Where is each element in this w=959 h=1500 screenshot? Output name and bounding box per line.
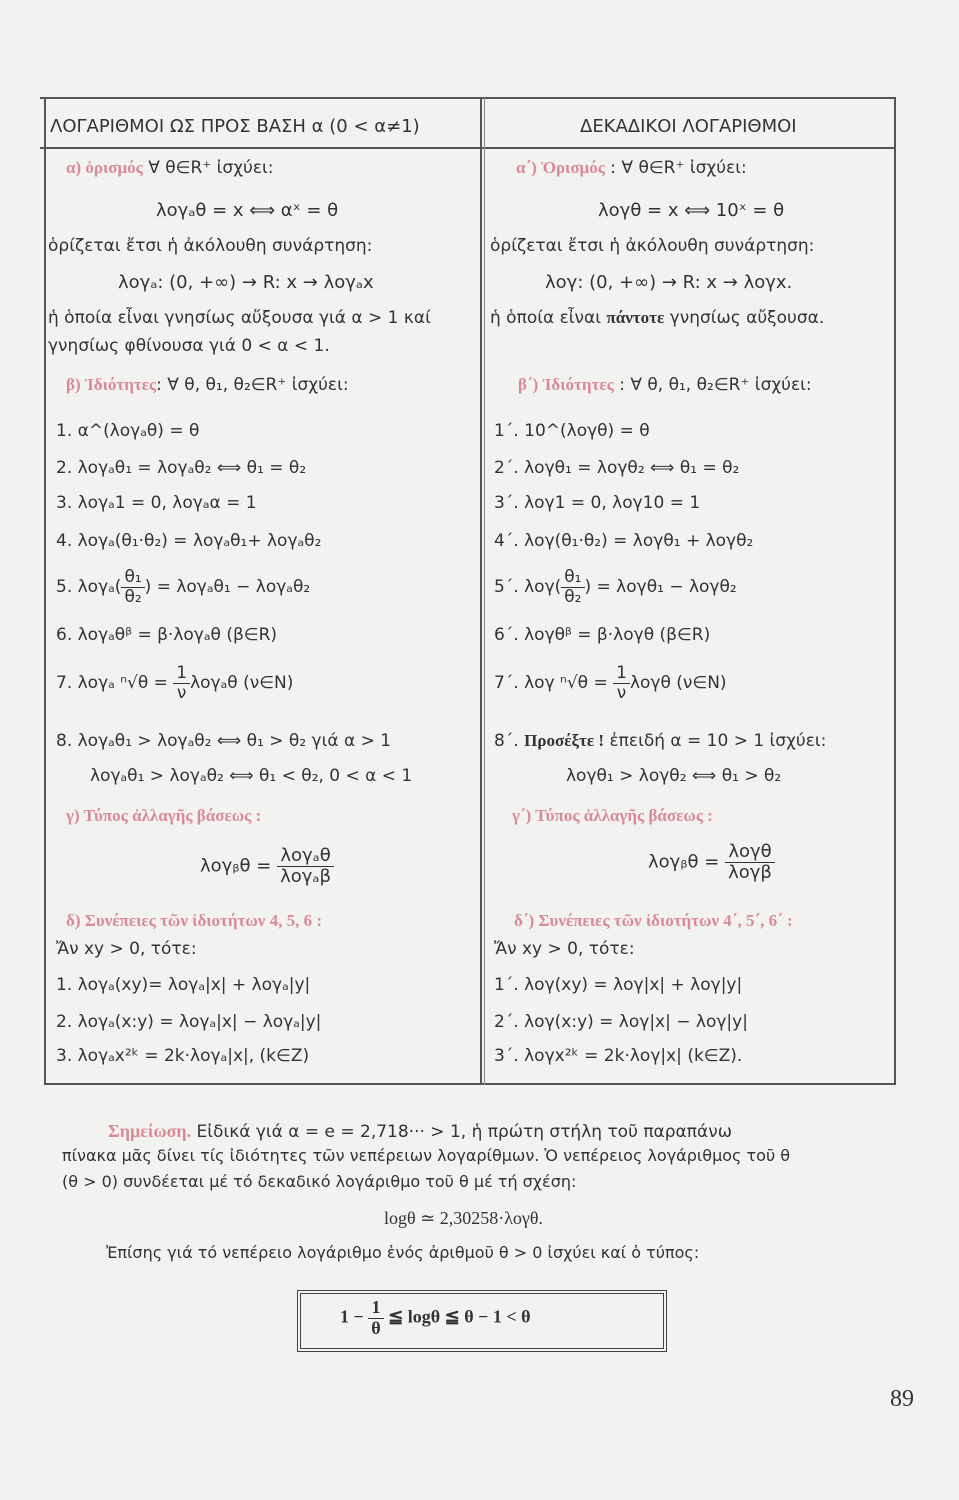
left-property-7-num: 1: [173, 664, 190, 684]
note-line-3: (θ > 0) συνδέεται μέ τό δεκαδικό λογάριθμο τοῦ θ μέ τή σχέση:: [62, 1172, 577, 1191]
right-property-7-lhs: 7΄. λογ ⁿ√θ =: [494, 673, 614, 694]
right-properties-text: : ∀ θ, θ₁, θ₂∈R⁺ ἰσχύει:: [613, 375, 812, 395]
left-consequences-label: δ): [66, 911, 85, 930]
right-header: ΔΕΚΑΔΙΚΟΙ ΛΟΓΑΡΙΘΜΟΙ: [580, 116, 797, 137]
right-property-5-num: θ₁: [561, 568, 584, 588]
right-property-5: [494, 568, 737, 606]
right-properties-heading: [518, 375, 812, 395]
left-monotonic-line-2: γνησίως φθίνουσα γιά 0 < α < 1.: [48, 336, 330, 356]
page-number: 89: [890, 1386, 914, 1412]
left-change-base-lhs: λογᵦθ =: [200, 855, 278, 877]
right-consequences-title: Συνέπειες τῶν ἰδιοτήτων 4΄, 5΄, 6΄ :: [538, 911, 793, 930]
right-property-5-fraction: [561, 568, 584, 606]
right-consequences-label: δ΄): [514, 911, 539, 930]
right-properties-title: Ἰδιότητες: [542, 375, 614, 394]
left-property-5-fraction: [121, 568, 144, 606]
right-change-base-fraction: [725, 842, 775, 883]
table-left-border: [44, 97, 46, 1085]
left-definition-equation: λογₐθ = x ⟺ αˣ = θ: [156, 200, 339, 221]
right-consequences-heading: [514, 911, 793, 931]
right-property-4: 4΄. λογ(θ₁·θ₂) = λογθ₁ + λογθ₂: [494, 531, 754, 551]
right-definition-text: : ∀ θ∈R⁺ ἰσχύει:: [604, 158, 747, 178]
right-property-5-lhs: 5΄. λογ(: [494, 577, 562, 598]
left-definition-text: ∀ θ∈R⁺ ἰσχύει:: [142, 158, 274, 178]
right-change-base-label: γ΄): [512, 806, 536, 825]
left-consequences-heading: [66, 911, 322, 931]
note-formula: logθ ≃ 2,30258·λογθ.: [384, 1208, 544, 1228]
right-consequence-2: 2΄. λογ(x:y) = λογ|x| − λογ|y|: [494, 1012, 748, 1032]
left-property-7-fraction: [173, 664, 190, 702]
right-monotonic-bold: πάντοτε: [606, 308, 665, 327]
table-header-divider: [40, 147, 896, 149]
left-property-5-num: θ₁: [121, 568, 144, 588]
note-inequality-lhs: 1 −: [340, 1306, 369, 1327]
right-definition-equation: λογθ = x ⟺ 10ˣ = θ: [598, 200, 785, 221]
table-right-border: [894, 97, 896, 1085]
note-inequality-num: 1: [368, 1298, 383, 1319]
left-property-5-rhs: ) = λογₐθ₁ − λογₐθ₂: [144, 577, 311, 598]
right-definition-heading: [516, 158, 747, 178]
left-monotonic-line-1: ἡ ὁποία εἶναι γνησίως αὔξουσα γιά α > 1 καί: [48, 308, 431, 328]
table-bottom-border: [45, 1083, 896, 1085]
left-function-equation: λογₐ: (0, +∞) → R: x → λογₐx: [118, 272, 374, 293]
left-definition-title: ὁρισμός: [85, 158, 143, 177]
left-header: ΛΟΓΑΡΙΘΜΟΙ ΩΣ ΠΡΟΣ ΒΑΣΗ α (0 < α≠1): [50, 116, 420, 137]
table-column-divider-2: [484, 97, 485, 1085]
left-definition-heading: [66, 158, 274, 178]
right-property-7-den: ν: [616, 682, 627, 703]
right-consequence-3: 3΄. λογx²ᵏ = 2k·λογ|x| (k∈Z).: [494, 1046, 743, 1066]
note-inequality-fraction: [368, 1298, 383, 1339]
right-consequence-1: 1΄. λογ(xy) = λογ|x| + λογ|y|: [494, 975, 743, 995]
left-consequences-condition: Ἄν xy > 0, τότε:: [56, 939, 197, 959]
right-property-2: 2΄. λογθ₁ = λογθ₂ ⟺ θ₁ = θ₂: [494, 458, 740, 478]
note-line-4: Ἐπίσης γιά τό νεπέρειο λογάριθμο ἑνός ἀριθμοῦ θ > 0 ἰσχύει καί ὁ τύπος:: [106, 1243, 700, 1262]
left-change-base-formula: [200, 846, 334, 887]
right-property-6: 6΄. λογθᵝ = β·λογθ (β∈R): [494, 625, 711, 645]
note-line-1: [108, 1121, 732, 1142]
right-property-8-bold: Προσέξτε !: [524, 731, 605, 750]
left-change-base-heading: [66, 806, 261, 826]
note-inequality: [340, 1298, 531, 1339]
right-monotonic: [490, 308, 824, 328]
left-property-7-lhs: 7. λογₐ ⁿ√θ =: [56, 673, 174, 694]
right-property-7-num: 1: [613, 664, 630, 684]
right-change-base-num: λογθ: [725, 842, 775, 863]
left-property-5-lhs: 5. λογₐ(: [56, 577, 122, 598]
right-definition-label: α΄): [516, 158, 542, 177]
right-property-8-label: 8΄.: [494, 731, 525, 751]
left-consequences-title: Συνέπειες τῶν ἰδιοτήτων 4, 5, 6 :: [84, 911, 323, 930]
left-consequence-3: 3. λογₐx²ᵏ = 2k·λογₐ|x|, (k∈Z): [56, 1046, 310, 1066]
left-properties-heading: [66, 375, 349, 395]
right-property-8: [494, 731, 826, 751]
left-change-base-num: λογₐθ: [277, 846, 334, 867]
left-properties-title: Ἰδιότητες: [84, 375, 157, 394]
left-change-base-den: λογₐβ: [280, 865, 331, 887]
left-property-1: 1. α^(λογₐθ) = θ: [56, 421, 200, 441]
left-property-7: [56, 664, 293, 702]
right-monotonic-a: ἡ ὁποία εἶναι: [490, 308, 607, 328]
right-properties-label: β΄): [518, 375, 543, 394]
right-function-equation: λογ: (0, +∞) → R: x → λογx.: [545, 272, 793, 293]
right-property-7-rhs: λογθ (ν∈N): [629, 673, 727, 694]
left-property-8a: 8. λογₐθ₁ > λογₐθ₂ ⟺ θ₁ > θ₂ γιά α > 1: [56, 731, 392, 751]
right-consequences-condition: Ἄν xy > 0, τότε:: [494, 939, 635, 959]
right-change-base-heading: [512, 806, 713, 826]
left-consequence-1: 1. λογₐ(xy)= λογₐ|x| + λογₐ|y|: [56, 975, 311, 995]
left-change-base-label: γ): [66, 806, 84, 825]
note-label: Σημείωση.: [108, 1121, 192, 1141]
left-property-2: 2. λογₐθ₁ = λογₐθ₂ ⟺ θ₁ = θ₂: [56, 458, 307, 478]
right-property-7-fraction: [613, 664, 630, 702]
note-line-2: πίνακα μᾶς δίνει τίς ἰδιότητες τῶν νεπέρειων λογαρίθμων. Ὁ νεπέρειος λογάριθμος τοῦ θ: [62, 1146, 791, 1165]
right-monotonic-b: γνησίως αὔξουσα.: [664, 308, 825, 328]
left-definition-label: α): [66, 158, 86, 177]
table-column-divider: [480, 97, 482, 1085]
table-top-border: [40, 97, 896, 99]
right-property-7: [494, 664, 727, 702]
left-property-6: 6. λογₐθᵝ = β·λογₐθ (β∈R): [56, 625, 278, 645]
left-property-7-den: ν: [176, 682, 187, 703]
left-change-base-fraction: [277, 846, 334, 887]
left-property-5-den: θ₂: [124, 586, 142, 607]
left-property-5: [56, 568, 310, 606]
left-properties-text: : ∀ θ, θ₁, θ₂∈R⁺ ἰσχύει:: [156, 375, 349, 395]
left-property-3: 3. λογₐ1 = 0, λογₐα = 1: [56, 493, 257, 513]
left-property-4: 4. λογₐ(θ₁·θ₂) = λογₐθ₁+ λογₐθ₂: [56, 531, 322, 551]
left-consequence-2: 2. λογₐ(x:y) = λογₐ|x| − λογₐ|y|: [56, 1012, 322, 1032]
right-property-8-text: ἐπειδή α = 10 > 1 ἰσχύει:: [604, 731, 827, 751]
right-definition-title: Ὁρισμός: [541, 158, 605, 177]
left-property-8b: λογₐθ₁ > λογₐθ₂ ⟺ θ₁ < θ₂, 0 < α < 1: [90, 766, 413, 786]
right-property-5-den: θ₂: [564, 586, 582, 607]
note-line-1-text: Εἰδικά γιά α = e = 2,718··· > 1, ἡ πρώτη στήλη τοῦ παραπάνω: [191, 1122, 732, 1142]
right-property-8b: λογθ₁ > λογθ₂ ⟺ θ₁ > θ₂: [566, 766, 782, 786]
note-inequality-den: θ: [371, 1317, 381, 1338]
right-property-5-rhs: ) = λογθ₁ − λογθ₂: [584, 577, 737, 598]
left-function-intro: ὁρίζεται ἔτσι ἡ ἀκόλουθη συνάρτηση:: [48, 236, 373, 256]
right-change-base-den: λογβ: [728, 861, 772, 883]
right-change-base-lhs: λογᵦθ =: [648, 851, 726, 873]
left-property-7-rhs: λογₐθ (ν∈N): [190, 673, 294, 694]
right-function-intro: ὁρίζεται ἔτσι ἡ ἀκόλουθη συνάρτηση:: [490, 236, 815, 256]
right-change-base-title: Τύπος ἀλλαγῆς βάσεως :: [535, 806, 713, 825]
left-properties-label: β): [66, 375, 85, 394]
note-inequality-rhs: ≦ logθ ≦ θ − 1 < θ: [383, 1306, 531, 1327]
left-change-base-title: Τύπος ἀλλαγῆς βάσεως :: [83, 806, 262, 825]
right-change-base-formula: [648, 842, 775, 883]
right-property-3: 3΄. λογ1 = 0, λογ10 = 1: [494, 493, 701, 513]
right-property-1: 1΄. 10^(λογθ) = θ: [494, 421, 650, 441]
